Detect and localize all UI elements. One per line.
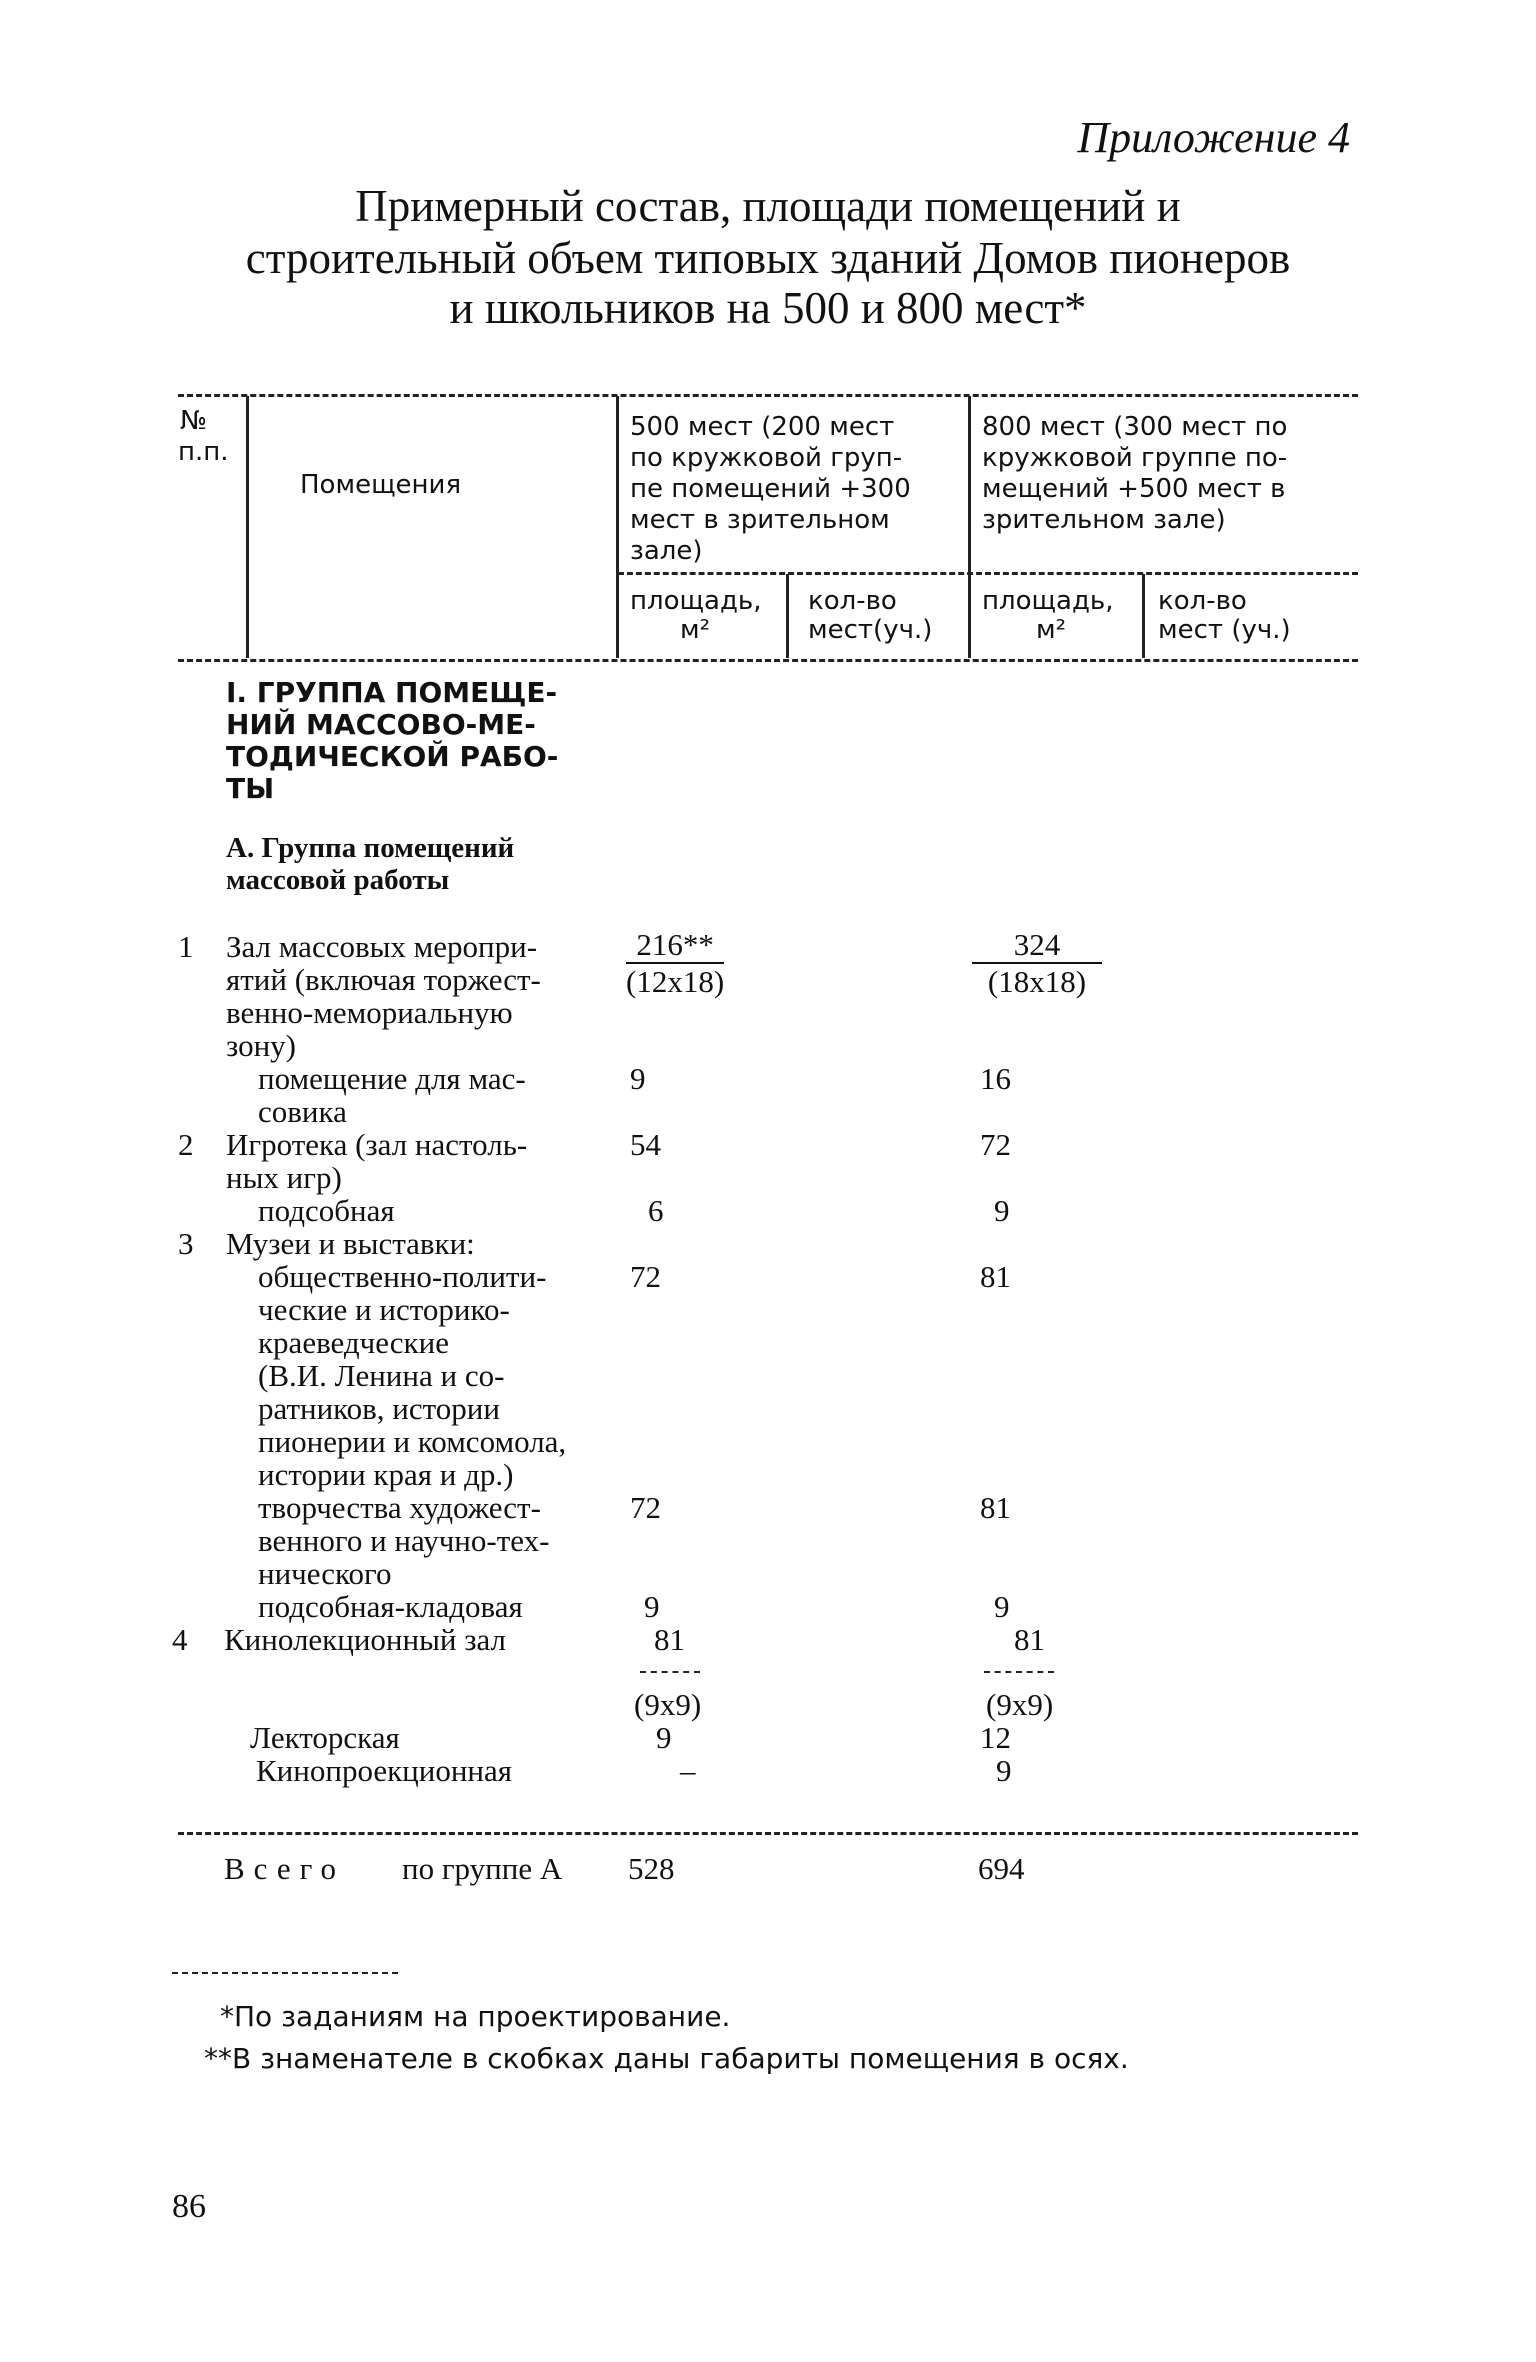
- row-3a-name-1: общественно-полити-: [258, 1259, 547, 1294]
- row-3b-name-1: творчества художест-: [258, 1490, 541, 1525]
- header-area-500: площадь,: [630, 586, 762, 616]
- row-4-dims-800: (9x9): [986, 1687, 1054, 1722]
- row-4-rule-500: [640, 1671, 700, 1673]
- header-vline-num: [246, 396, 249, 658]
- title-line-2: строительный объем типовых зданий Домов пионеров: [245, 233, 1291, 283]
- row-3a-name-3: краеведческие: [258, 1325, 449, 1360]
- row-4-rule-800: [984, 1671, 1054, 1673]
- header-seats-800-unit: мест (уч.): [1158, 615, 1291, 645]
- row-1-name-1: Зал массовых меропри-: [226, 929, 538, 964]
- row-1-number: 1: [178, 929, 194, 964]
- section-title-line-3: ТОДИЧЕСКОЙ РАБО-: [226, 740, 559, 773]
- header-500-line-5: зале): [630, 536, 703, 566]
- row-4s2-name: Кинопроекционная: [256, 1753, 513, 1788]
- row-3b-area-500: 72: [630, 1490, 661, 1525]
- row-1-name-2: ятий (включая торжест-: [226, 962, 541, 997]
- header-500-line-2: по кружковой груп-: [630, 443, 903, 473]
- header-seats-500-unit: мест(уч.): [808, 615, 933, 645]
- header-vline-800-sub: [1142, 574, 1145, 658]
- header-area-500-unit: м²: [680, 615, 711, 645]
- row-1s-name-1: помещение для мас-: [258, 1061, 526, 1096]
- row-4-area-500: 81: [654, 1622, 685, 1657]
- header-seats-800: кол-во: [1158, 586, 1247, 616]
- table-top-rule: [178, 394, 1358, 397]
- row-3c-name: подсобная-кладовая: [258, 1589, 523, 1624]
- header-800-line-1: 800 мест (300 мест по: [982, 412, 1288, 442]
- row-1s-name-2: совика: [258, 1094, 347, 1129]
- row-3b-name-3: нического: [258, 1556, 392, 1591]
- row-4s1-name: Лекторская: [250, 1720, 400, 1755]
- header-num-1: №: [180, 406, 208, 436]
- row-1s-area-500: 9: [630, 1061, 646, 1096]
- header-800-line-2: кружковой группе по-: [982, 443, 1288, 473]
- row-3a-name-4: (В.И. Ленина и со-: [258, 1358, 505, 1393]
- row-3a-name-7: истории края и др.): [258, 1457, 514, 1492]
- row-3-name: Музеи и выставки:: [226, 1226, 475, 1261]
- row-3-number: 3: [178, 1226, 194, 1261]
- row-2s-area-500: 6: [648, 1193, 664, 1228]
- header-num-2: п.п.: [178, 437, 229, 467]
- group-a-title-line-1: А. Группа помещений: [226, 832, 515, 864]
- row-4s1-area-500: 9: [656, 1720, 672, 1755]
- row-3c-area-500: 9: [644, 1589, 660, 1624]
- header-vline-500: [968, 396, 971, 658]
- row-1-area-800-value: 324: [972, 928, 1102, 964]
- row-1-area-800: [972, 928, 1102, 998]
- total-label-rest: по группе А: [402, 1851, 563, 1886]
- row-3b-area-800: 81: [980, 1490, 1011, 1525]
- row-3a-name-6: пионерии и комсомола,: [258, 1424, 567, 1459]
- row-3b-name-2: венного и научно-тех-: [258, 1523, 550, 1558]
- header-rooms: Помещения: [300, 470, 462, 500]
- row-2-name-2: ных игр): [226, 1160, 342, 1195]
- header-500-line-4: мест в зрительном: [630, 505, 890, 535]
- row-1-area-500-dims: (12x18): [626, 964, 725, 999]
- header-vline-rooms: [616, 396, 619, 658]
- header-500-line-3: пе помещений +300: [630, 474, 911, 504]
- row-3c-area-800: 9: [994, 1589, 1010, 1624]
- header-800-line-4: зрительном зале): [982, 505, 1226, 535]
- footnote-rule: [172, 1972, 398, 1974]
- row-1s-area-800: 16: [980, 1061, 1011, 1096]
- row-1-name-4: зону): [226, 1028, 296, 1063]
- group-a-title-line-2: массовой работы: [226, 864, 450, 896]
- row-2-number: 2: [178, 1127, 194, 1162]
- row-1-area-500: [626, 928, 724, 998]
- header-area-800: площадь,: [982, 586, 1114, 616]
- header-500-line-1: 500 мест (200 мест: [630, 412, 895, 442]
- row-3a-area-800: 81: [980, 1259, 1011, 1294]
- row-4s1-area-800: 12: [980, 1720, 1011, 1755]
- row-3a-area-500: 72: [630, 1259, 661, 1294]
- total-label-spaced: Всего: [224, 1851, 346, 1886]
- row-4-dims-500: (9x9): [634, 1687, 702, 1722]
- row-2s-area-800: 9: [994, 1193, 1010, 1228]
- row-2-name-1: Игротека (зал настоль-: [226, 1127, 528, 1162]
- row-3a-name-5: ратников, истории: [258, 1391, 500, 1426]
- row-1-area-800-dims: (18x18): [987, 964, 1087, 999]
- section-title-line-2: НИЙ МАССОВО-МЕ-: [226, 708, 536, 741]
- footnote-1: *По заданиям на проектирование.: [220, 2000, 731, 2033]
- row-2-area-500: 54: [630, 1127, 661, 1162]
- header-bottom-rule: [178, 659, 1358, 662]
- header-seats-500: кол-во: [808, 586, 897, 616]
- section-title-line-1: I. ГРУППА ПОМЕЩЕ-: [226, 676, 558, 709]
- footnote-2: **В знаменателе в скобках даны габариты помещения в осях.: [204, 2042, 1129, 2075]
- appendix-label: Приложение 4: [1077, 113, 1350, 162]
- row-4-name: Кинолекционный зал: [224, 1622, 507, 1657]
- row-4s2-area-800: 9: [996, 1753, 1012, 1788]
- header-area-800-unit: м²: [1036, 615, 1067, 645]
- row-3a-name-2: ческие и историко-: [258, 1292, 510, 1327]
- header-sub-rule: [618, 572, 1358, 575]
- section-title-line-4: ТЫ: [226, 772, 275, 805]
- row-4s2-area-500: –: [680, 1753, 696, 1788]
- total-area-800: 694: [978, 1851, 1025, 1886]
- page-number: 86: [172, 2188, 206, 2225]
- row-1-area-500-value: 216**: [626, 928, 724, 964]
- row-4-area-800: 81: [1014, 1622, 1045, 1657]
- title-line-1: Примерный состав, площади помещений и: [355, 181, 1181, 231]
- header-vline-500-sub: [786, 574, 789, 658]
- title-line-3: и школьников на 500 и 800 мест*: [449, 283, 1087, 333]
- row-4-number: 4: [172, 1622, 188, 1657]
- row-1-name-3: венно-мемориальную: [226, 995, 513, 1030]
- header-800-line-3: мещений +500 мест в: [982, 474, 1286, 504]
- total-area-500: 528: [628, 1851, 675, 1886]
- total-rule: [178, 1832, 1358, 1835]
- row-2-area-800: 72: [980, 1127, 1011, 1162]
- row-2s-name: подсобная: [258, 1193, 395, 1228]
